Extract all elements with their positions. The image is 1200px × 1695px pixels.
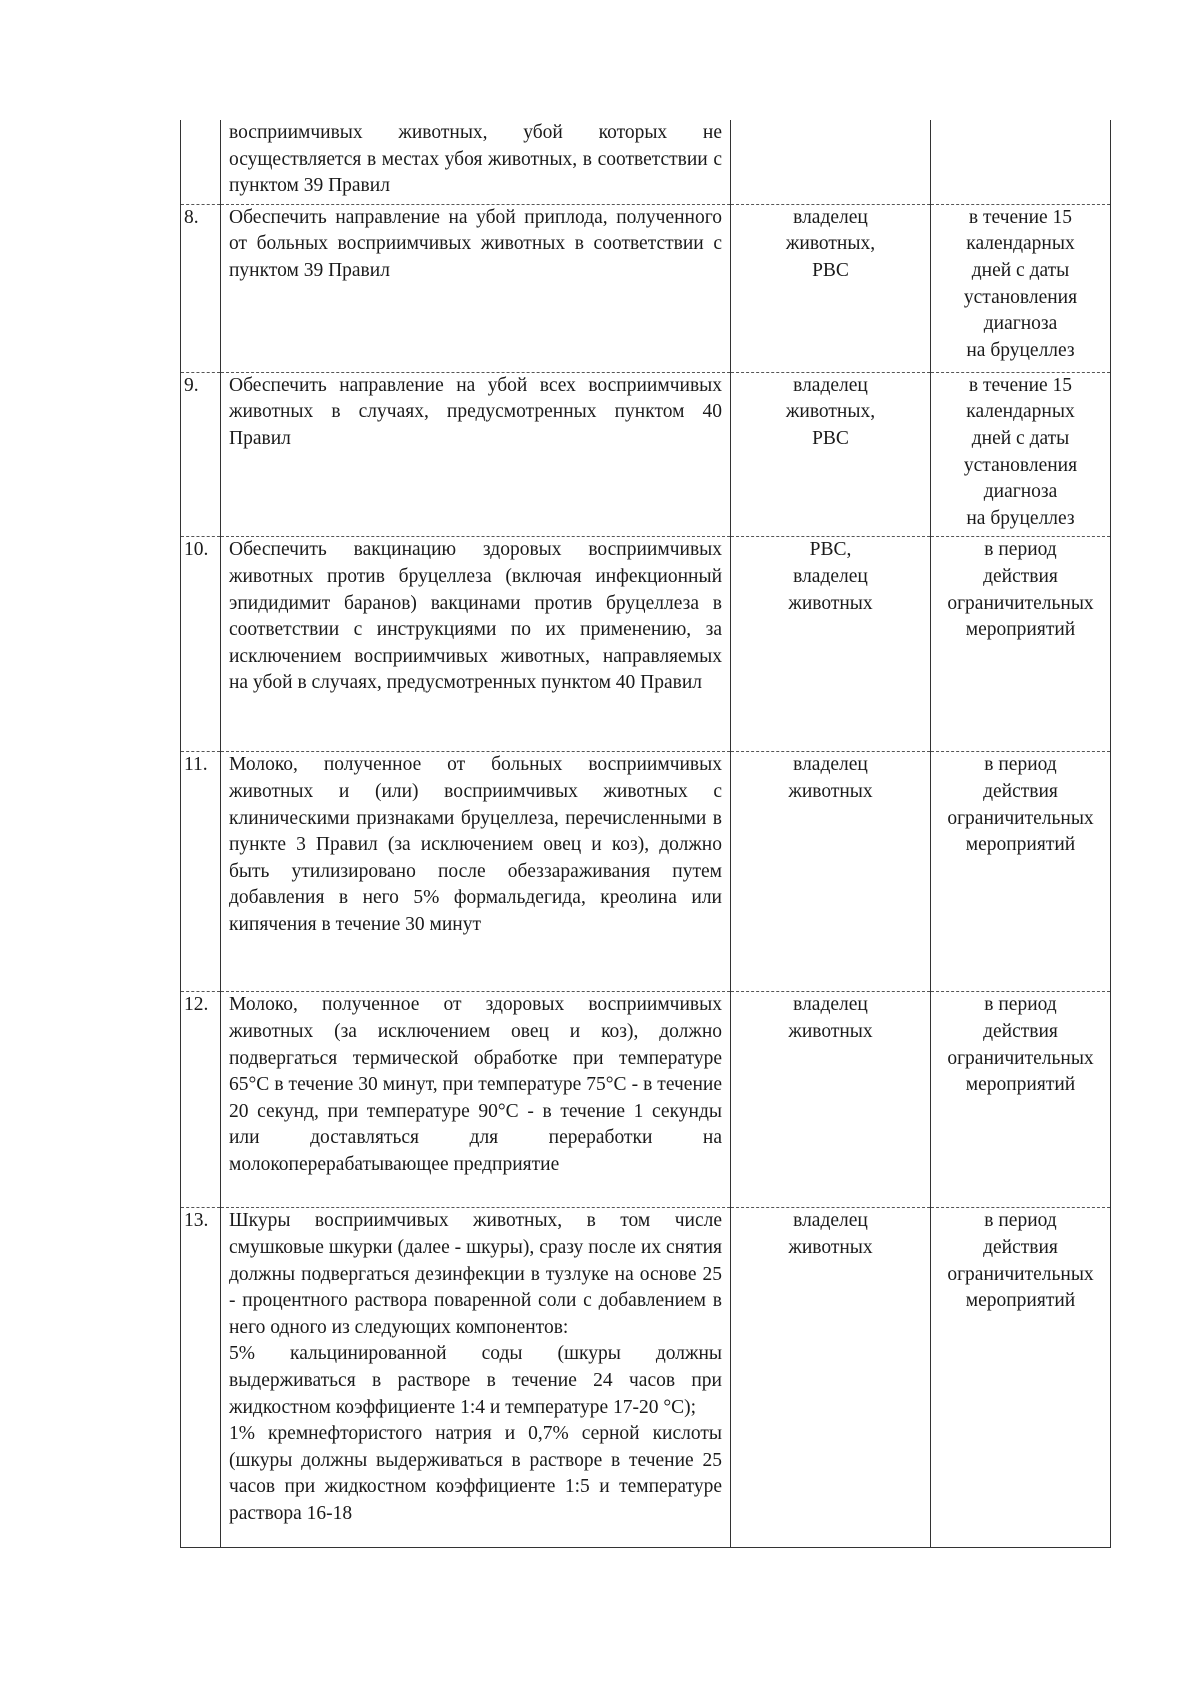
measure-text: Шкуры восприимчивых животных, в том числе смушковые шкурки (далее - шкуры), сразу после их снятия должны подвергаться дезинфекции в тузлуке на основе 25 - процентного раствора поваренной соли с добавлением в него одного из следующих компонентов: 5% кальцинированной соды (шкуры должны выдерживаться в растворе в течение 24 часов при жидкостном коэффициенте 1:4 и температуре 17-20 °С); 1% кремнефтористого натрия и 0,7% серной кислоты (шкуры должны выдерживаться в растворе в течение 25 часов при жидкостном коэффициенте 1:5 и температуре раствора 16-18 (221, 1208, 731, 1548)
row-number: 11. (181, 752, 221, 992)
deadline (931, 120, 1111, 204)
deadline: в течение 15 календарных дней с даты установления диагноза на бруцеллез (931, 204, 1111, 372)
measure-text: Молоко, полученное от здоровых восприимчивых животных (за исключением овец и коз), должно подвергаться термической обработке при температуре 65°С в течение 30 минут, при температуре 75°С - в течение 20 секунд, при температуре 90°С - в течение 1 секунды или доставляться для переработки на молокоперерабатывающее предприятие (221, 992, 731, 1208)
deadline: в период действия ограничительных мероприятий (931, 752, 1111, 992)
measure-text: Обеспечить направление на убой всех восприимчивых животных в случаях, предусмотренных пунктом 40 Правил (221, 372, 731, 537)
responsible-party: владелец животных, РВС (731, 204, 931, 372)
row-number: 12. (181, 992, 221, 1208)
table-row (181, 204, 1111, 372)
measures-table (180, 120, 1111, 1548)
row-number: 8. (181, 204, 221, 372)
deadline: в период действия ограничительных мероприятий (931, 1208, 1111, 1548)
row-number: 9. (181, 372, 221, 537)
table-row (181, 120, 1111, 204)
deadline: в период действия ограничительных мероприятий (931, 537, 1111, 752)
row-number: 13. (181, 1208, 221, 1548)
responsible-party: владелец животных (731, 752, 931, 992)
table-row (181, 537, 1111, 752)
measure-text: Молоко, полученное от больных восприимчивых животных и (или) восприимчивых животных с клиническими признаками бруцеллеза, перечисленными в пункте 3 Правил (за исключением овец и коз), должно быть утилизировано после обеззараживания путем добавления в него 5% формальдегида, креолина или кипячения в течение 30 минут (221, 752, 731, 992)
responsible-party (731, 120, 931, 204)
responsible-party: РВС, владелец животных (731, 537, 931, 752)
table-row (181, 752, 1111, 992)
measure-text: восприимчивых животных, убой которых не осуществляется в местах убоя животных, в соответствии с пунктом 39 Правил (221, 120, 731, 204)
table-row (181, 1208, 1111, 1548)
measure-text: Обеспечить вакцинацию здоровых восприимчивых животных против бруцеллеза (включая инфекционный эпидидимит баранов) вакцинами против бруцеллеза в соответствии с инструкциями по их применению, за исключением восприимчивых животных, направляемых на убой в случаях, предусмотренных пунктом 40 Правил (221, 537, 731, 752)
table-row (181, 372, 1111, 537)
deadline: в течение 15 календарных дней с даты установления диагноза на бруцеллез (931, 372, 1111, 537)
responsible-party: владелец животных (731, 1208, 931, 1548)
deadline: в период действия ограничительных мероприятий (931, 992, 1111, 1208)
row-number: 10. (181, 537, 221, 752)
measure-text: Обеспечить направление на убой приплода, полученного от больных восприимчивых животных в соответствии с пунктом 39 Правил (221, 204, 731, 372)
responsible-party: владелец животных (731, 992, 931, 1208)
responsible-party: владелец животных, РВС (731, 372, 931, 537)
row-number (181, 120, 221, 204)
table-row (181, 992, 1111, 1208)
